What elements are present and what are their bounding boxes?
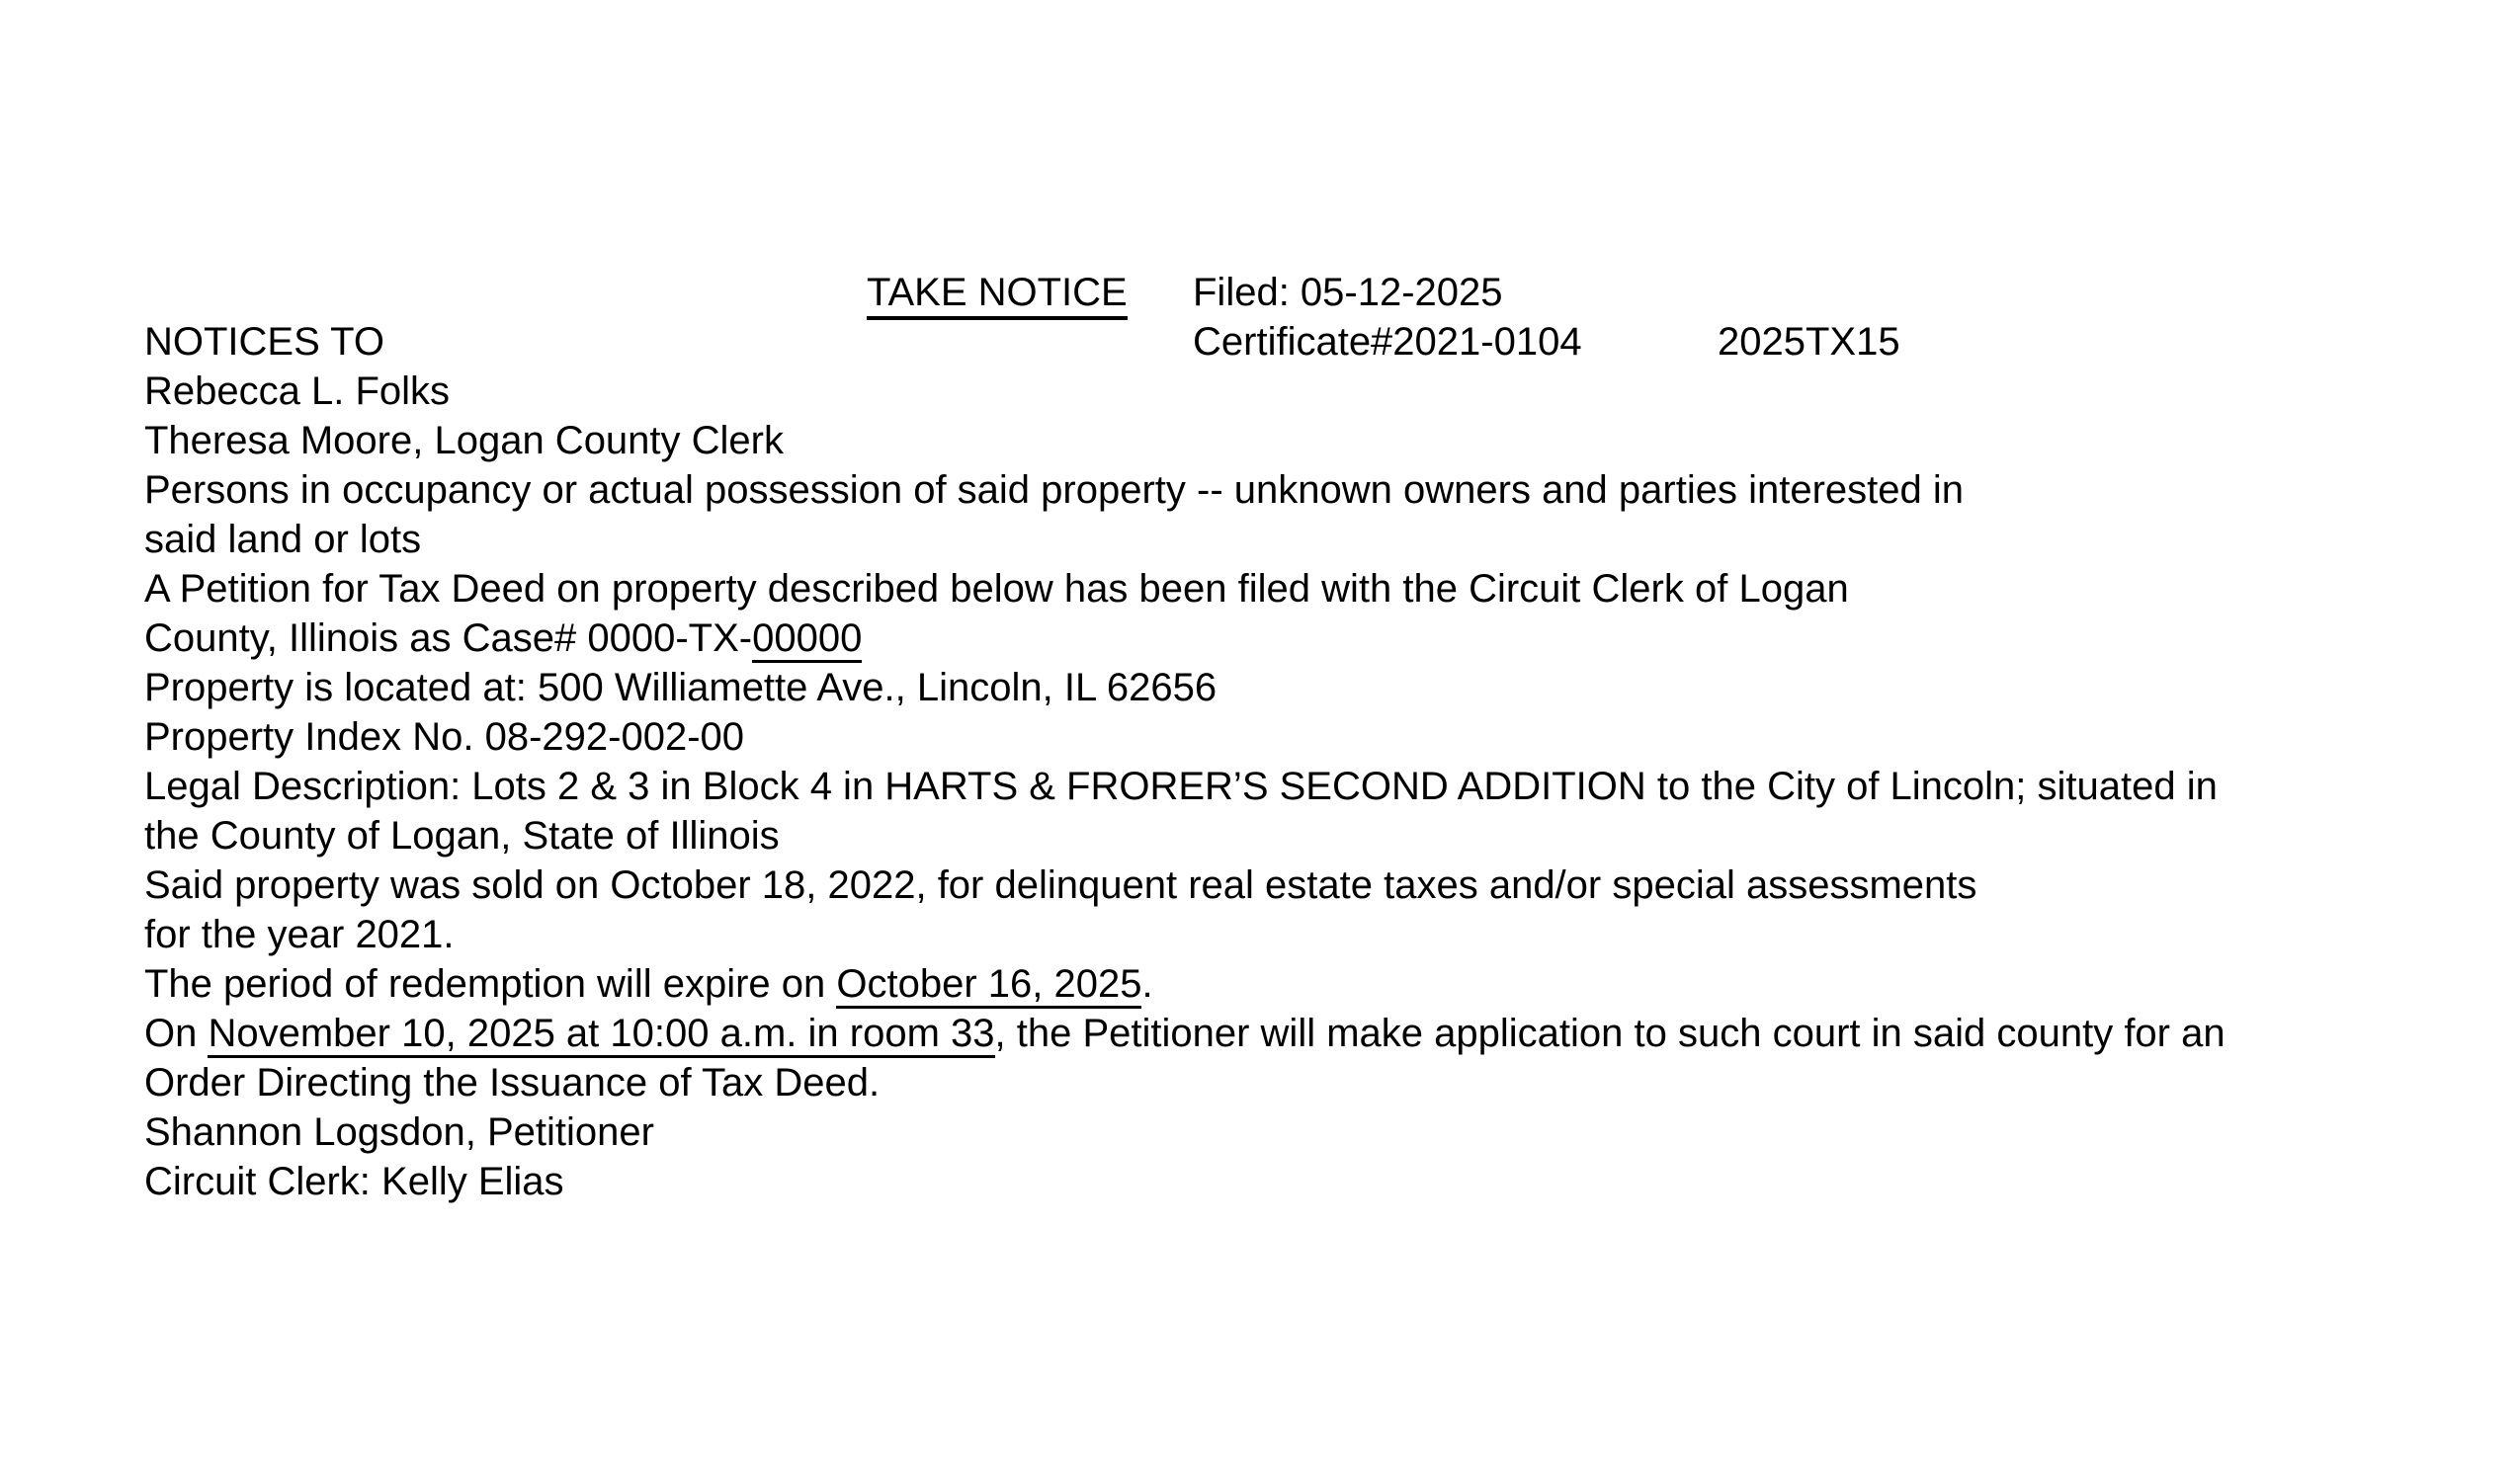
document-title-text: TAKE NOTICE (867, 271, 1128, 320)
case-code: 2025TX15 (1718, 320, 1900, 364)
circuit-clerk-name: Circuit Clerk: Kelly Elias (144, 1160, 564, 1203)
hearing-prefix: On (144, 1012, 209, 1055)
redemption-line (144, 959, 1153, 1009)
occupancy-line-2: said land or lots (144, 518, 422, 561)
petitioner-name: Shannon Logsdon, Petitioner (144, 1110, 654, 1154)
recipient-clerk: Theresa Moore, Logan County Clerk (144, 419, 784, 462)
occupancy-line-1: Persons in occupancy or actual possession of said property -- unknown owners and parties interested in (144, 468, 1964, 512)
recipient-name: Rebecca L. Folks (144, 369, 451, 413)
certificate-number: Certificate#2021-0104 (1193, 320, 1582, 364)
hearing-line (144, 1009, 2226, 1058)
property-index-number: Property Index No. 08-292-002-00 (144, 715, 745, 759)
legal-description-line-2: the County of Logan, State of Illinois (144, 814, 780, 858)
redemption-date: October 16, 2025 (836, 962, 1141, 1009)
document-title (867, 268, 1128, 317)
order-line: Order Directing the Issuance of Tax Deed. (144, 1061, 881, 1105)
redemption-suffix: . (1141, 962, 1153, 1006)
petition-line-2 (144, 614, 862, 663)
property-location: Property is located at: 500 Williamette Ave., Lincoln, IL 62656 (144, 666, 1218, 709)
petition-line-1: A Petition for Tax Deed on property described below has been filed with the Circuit Clerk of Logan (144, 567, 1849, 611)
case-number-prefix: County, Illinois as Case# 0000-TX- (144, 616, 753, 660)
case-number: 00000 (752, 616, 862, 663)
redemption-prefix: The period of redemption will expire on (144, 962, 837, 1006)
hearing-datetime: November 10, 2025 at 10:00 a.m. in room 33 (208, 1012, 994, 1058)
filed-date: Filed: 05-12-2025 (1193, 271, 1503, 314)
sale-line-2: for the year 2021. (144, 913, 455, 956)
sale-line-1: Said property was sold on October 18, 2022, for delinquent real estate taxes and/or special assessments (144, 863, 1977, 907)
legal-description-line-1: Legal Description: Lots 2 & 3 in Block 4 in HARTS & FRORER’S SECOND ADDITION to the City of Lincoln; situated in (144, 765, 2218, 808)
hearing-suffix: , the Petitioner will make application to such court in said county for an (994, 1012, 2226, 1055)
notices-to-label: NOTICES TO (144, 320, 385, 364)
